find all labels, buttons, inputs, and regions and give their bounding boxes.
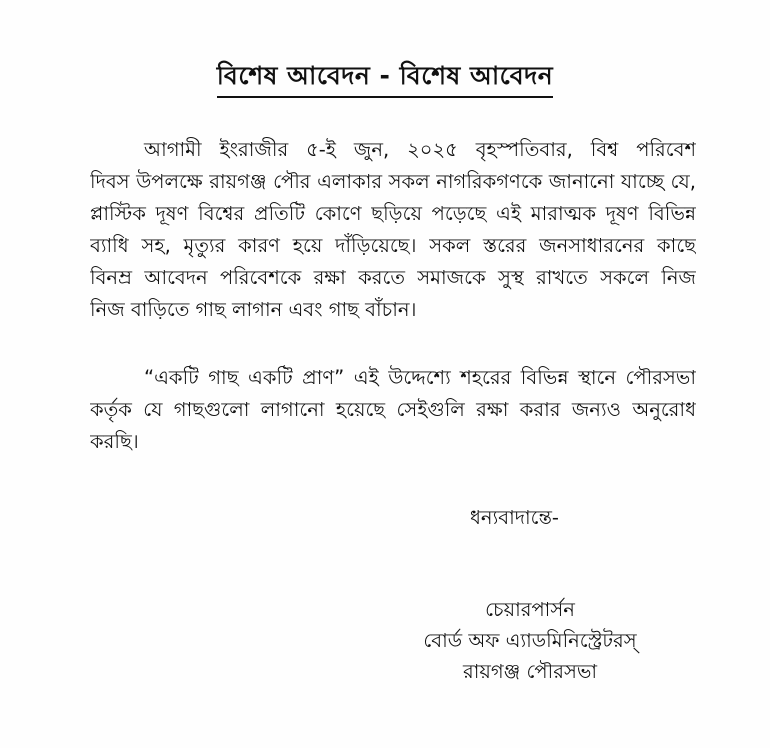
signature-designation: চেয়ারপার্সন: [485, 598, 575, 621]
paragraph1-line: ব্যাধি সহ, মৃত্যুর কারণ হয়ে দাঁড়িয়েছে। সকল স্তরের জনসাধারনের কাছে: [90, 234, 696, 257]
notice-title-text: বিশেষ আবেদন - বিশেষ আবেদন: [217, 58, 553, 98]
paragraph1-line: বিনম্র আবেদন পরিবেশকে রক্ষা করতে সমাজকে সুস্থ রাখতে সকলে নিজ: [90, 266, 696, 289]
paragraph2-line: কর্তৃক যে গাছগুলো লাগানো হয়েছে সেইগুলি রক্ষা করার জন্যও অনুরোধ: [90, 398, 696, 421]
signature-organization: রায়গঞ্জ পৌরসভা: [462, 660, 598, 683]
paragraph-tree-request: [90, 362, 696, 458]
paragraph-environment-day: [90, 134, 696, 326]
paragraph2-line: করছি।: [90, 430, 139, 453]
paragraph2-line: “একটি গাছ একটি প্রাণ” এই উদ্দেশ্যে শহরের বিভিন্ন স্থানে পৌরসভা: [144, 366, 696, 389]
paragraph1-line: আগামী ইংরাজীর ৫-ই জুন, ২০২৫ বৃহস্পতিবার, বিশ্ব পরিবেশ: [144, 138, 696, 161]
notice-title: [0, 58, 770, 98]
paragraph1-line: প্লাস্টিক দূষণ বিশ্বের প্রতিটি কোণে ছড়িয়ে পড়েছে এই মারাত্মক দূষণ বিভিন্ন: [90, 202, 696, 225]
signature-block: [380, 594, 680, 687]
paragraph1-line: নিজ বাড়িতে গাছ লাগান এবং গাছ বাঁচান।: [90, 298, 417, 321]
thanks-text: ধন্যবাদান্তে-: [470, 506, 559, 529]
signature-board: বোর্ড অফ এ্যাডমিনিস্ট্রেটরস্: [423, 629, 637, 652]
paragraph1-line: দিবস উপলক্ষে রায়গঞ্জ পৌর এলাকার সকল নাগরিকগণকে জানানো যাচ্ছে যে,: [90, 170, 696, 193]
